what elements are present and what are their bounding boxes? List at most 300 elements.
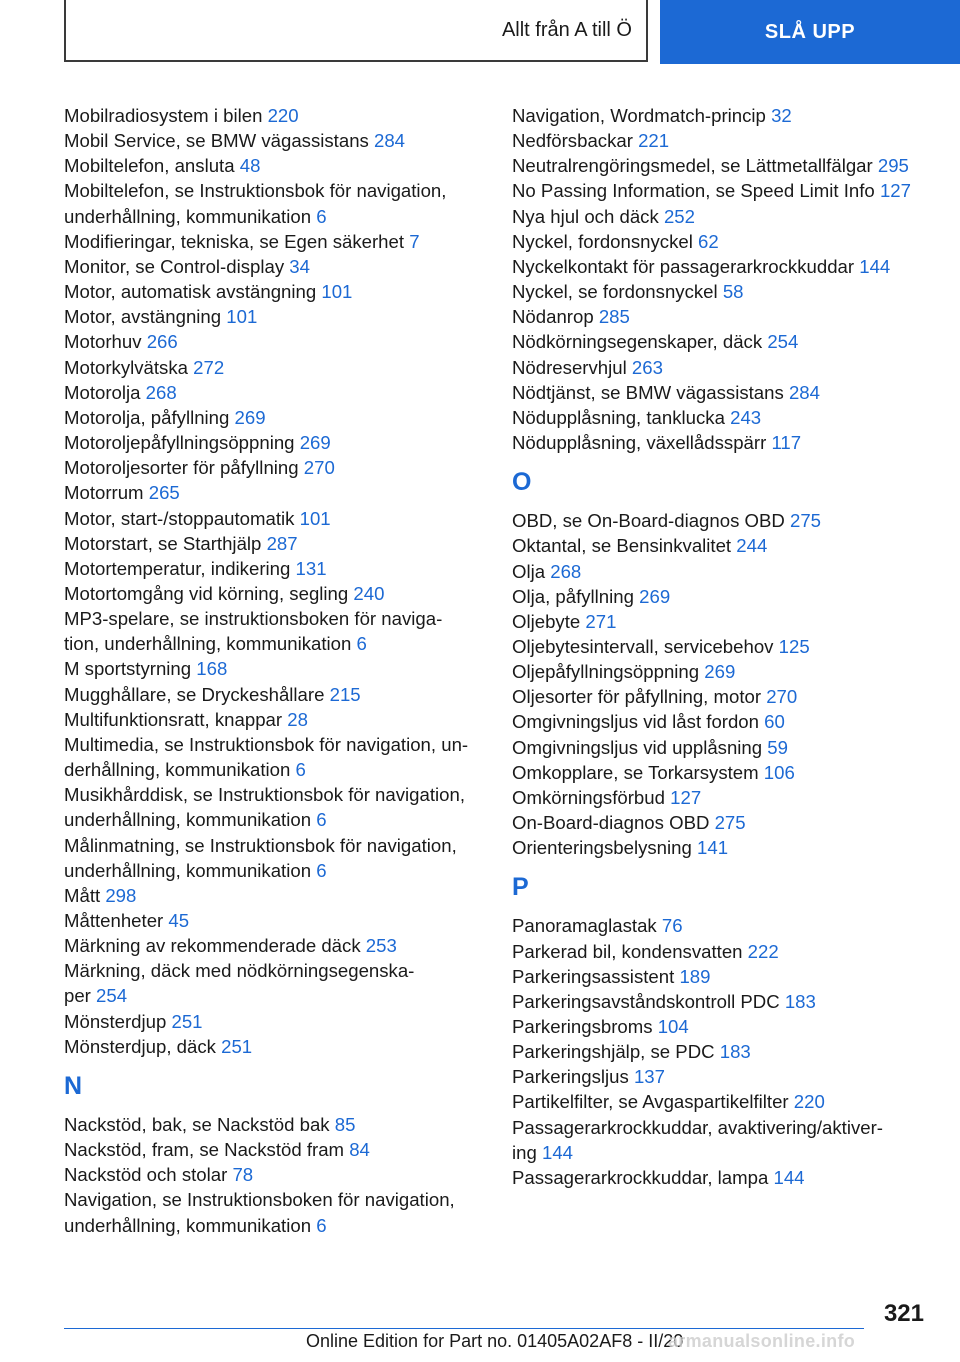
page-reference-link[interactable]: 141 [697, 837, 729, 859]
index-entry-text: Nödreservhjul [512, 356, 627, 378]
index-entry-text: Nödanrop [512, 306, 594, 328]
page-reference-link[interactable]: 28 [287, 708, 308, 730]
index-entry-line [512, 760, 930, 785]
page-reference-link[interactable]: 268 [550, 560, 582, 582]
page-reference-link[interactable]: 298 [105, 884, 137, 906]
index-entry [512, 810, 930, 835]
index-entry-text: Mugghållare, se Dryckeshållare [64, 683, 325, 705]
index-entry-line [512, 1165, 930, 1190]
index-entry-text: underhållning, kommunikation [64, 859, 312, 881]
page-reference-link[interactable]: 221 [638, 130, 670, 152]
index-entry-line [512, 835, 930, 860]
index-entry-line [512, 559, 930, 584]
index-entry-text: Motoroljesorter för påfyllning [64, 457, 299, 479]
index-entry-text: Nyckel, fordonsnyckel [512, 230, 693, 252]
index-entry-text: Motorhuv [64, 331, 142, 353]
index-entry [64, 128, 484, 153]
page-reference-link[interactable]: 127 [670, 786, 702, 808]
page-reference-link[interactable]: 265 [148, 482, 180, 504]
index-entry [512, 760, 930, 785]
index-entry-line [512, 329, 930, 354]
index-entry-text: underhållning, kommunikation [64, 205, 312, 227]
index-entry-line [64, 380, 484, 405]
page-reference-link[interactable]: 270 [766, 686, 798, 708]
index-entry-line [64, 405, 484, 430]
footer-watermark: armanualsonline.info [668, 1331, 856, 1351]
index-entry [64, 1187, 484, 1237]
index-entry-line [64, 455, 484, 480]
index-entry-text: Motor, automatisk avstängning [64, 281, 317, 303]
index-entry [64, 933, 484, 958]
page-reference-link[interactable]: 58 [722, 281, 744, 303]
index-entry-text: underhållning, kommunikation [64, 809, 312, 831]
index-entry [512, 153, 930, 178]
index-entry-text: Oktantal, se Bensinkvalitet [512, 535, 732, 557]
index-entry-text: Motorstart, se Starthjälp [64, 532, 262, 554]
page-reference-link[interactable]: 7 [409, 230, 420, 252]
index-entry [512, 254, 930, 279]
index-entry-line [64, 430, 484, 455]
index-entry-text: Omkopplare, se Torkarsystem [512, 761, 759, 783]
page-reference-link[interactable]: 269 [639, 585, 671, 607]
index-entry-text: Motoroljepåfyllningsöppning [64, 432, 295, 454]
page-reference-link[interactable]: 168 [196, 658, 228, 680]
index-entry-text: ing [512, 1141, 537, 1163]
index-letter-heading: P [512, 873, 529, 902]
index-entry-line [64, 858, 484, 883]
index-entry [64, 782, 484, 832]
index-entry-text: Märkning, däck med nödkörningsegenska‐ [64, 960, 415, 982]
index-entry-text: Oljepåfyllningsöppning [512, 661, 700, 683]
page-reference-link[interactable]: 48 [239, 155, 261, 177]
page-reference-link[interactable]: 189 [679, 965, 711, 987]
page-reference-link[interactable]: 6 [316, 809, 327, 831]
index-entry-line [64, 1187, 484, 1212]
page-reference-link[interactable]: 85 [334, 1113, 356, 1135]
index-entry-text: Nackstöd, bak, se Nackstöd bak [64, 1113, 330, 1135]
index-entry [512, 103, 930, 128]
top-navigation [64, 0, 960, 64]
index-entry [512, 1064, 930, 1089]
index-entry-line [512, 178, 930, 203]
index-entry [512, 939, 930, 964]
index-entry-line [64, 581, 484, 606]
index-entry-line [64, 732, 484, 757]
index-entry-text: Multifunktionsratt, knappar [64, 708, 283, 730]
index-entry-line [512, 1115, 930, 1140]
index-entry-line [64, 329, 484, 354]
index-entry-text: Motor, start-/stoppautomatik [64, 507, 295, 529]
index-entry-line [64, 883, 484, 908]
index-entry-line [64, 606, 484, 631]
index-entry [64, 1162, 484, 1187]
index-entry [512, 1089, 930, 1114]
page-reference-link[interactable]: 272 [193, 356, 225, 378]
page-reference-link[interactable]: 137 [633, 1066, 665, 1088]
index-entry-text: OBD, se On-Board-diagnos OBD [512, 510, 785, 532]
index-entry-text: Oljesorter för påfyllning, motor [512, 686, 762, 708]
index-entry [64, 556, 484, 581]
page-reference-link[interactable]: 6 [316, 859, 327, 881]
index-entry-line [64, 707, 484, 732]
index-entry [64, 581, 484, 606]
index-entry-line [512, 304, 930, 329]
index-entry-line [64, 983, 484, 1008]
page-reference-link[interactable]: 269 [704, 661, 736, 683]
index-entry-line [64, 556, 484, 581]
index-entry [64, 732, 484, 782]
index-entry [64, 455, 484, 480]
index-entry [512, 1165, 930, 1190]
index-entry-text: Motortemperatur, indikering [64, 557, 291, 579]
index-entry-line [64, 933, 484, 958]
index-entry-text: Nödupplåsning, växellådsspärr [512, 432, 767, 454]
index-entry-text: Oljebyte [512, 610, 581, 632]
index-entry-line [64, 631, 484, 656]
page-reference-link[interactable]: 101 [226, 306, 258, 328]
index-entry [64, 329, 484, 354]
page-reference-link[interactable]: 275 [790, 510, 822, 532]
index-entry [64, 254, 484, 279]
index-entry [512, 609, 930, 634]
index-entry-line [512, 785, 930, 810]
page-reference-link[interactable]: 104 [657, 1016, 689, 1037]
index-entry-line [64, 506, 484, 531]
index-entry [512, 559, 930, 584]
index-entry-line [512, 1089, 930, 1114]
index-entry [64, 656, 484, 681]
index-entry-text: Parkerad bil, kondensvatten [512, 940, 743, 962]
index-entry-line [64, 304, 484, 329]
index-entry-text: tion, underhållning, kommunikation [64, 633, 352, 655]
page-reference-link[interactable]: 101 [299, 507, 331, 529]
index-entry-text: Parkeringshjälp, se PDC [512, 1041, 715, 1063]
page-reference-link[interactable]: 76 [661, 915, 683, 937]
page-reference-link[interactable]: 263 [631, 356, 663, 378]
index-entry [512, 178, 930, 203]
index-entry-text: Mobilradiosystem i bilen [64, 105, 263, 126]
page-reference-link[interactable]: 45 [168, 910, 190, 931]
page-reference-link[interactable]: 285 [598, 306, 630, 328]
index-entry [64, 682, 484, 707]
page-reference-link[interactable]: 275 [714, 812, 746, 834]
page-reference-link[interactable]: 125 [778, 635, 810, 657]
index-entry-text: Parkeringsbroms [512, 1016, 653, 1037]
index-entry-text: No Passing Information, se Speed Limit Info [512, 180, 875, 202]
index-entry-line [512, 153, 930, 178]
index-entry-line [64, 833, 484, 858]
index-entry-line [512, 1064, 930, 1089]
index-entry-text: Mönsterdjup [64, 1010, 167, 1032]
index-column-right [512, 103, 930, 1190]
index-entry-line [64, 656, 484, 681]
page-reference-link[interactable]: 271 [585, 610, 617, 632]
index-entry [64, 480, 484, 505]
footer-divider [64, 1328, 864, 1329]
index-entry [512, 659, 930, 684]
index-entry-text: Omgivningsljus vid upplåsning [512, 736, 763, 758]
page-reference-link[interactable]: 34 [289, 255, 310, 277]
index-column-left [64, 103, 484, 1238]
index-entry-text: Omkörningsförbud [512, 786, 665, 808]
index-entry-line [64, 480, 484, 505]
index-entry [64, 380, 484, 405]
page-reference-link[interactable]: 244 [736, 535, 768, 557]
page-reference-link[interactable]: 269 [299, 432, 331, 454]
index-entry [64, 103, 484, 128]
index-entry-text: Partikelfilter, se Avgaspartikelfilter [512, 1091, 789, 1113]
index-entry-text: Motorolja [64, 381, 141, 403]
page-reference-link[interactable]: 270 [303, 457, 335, 479]
index-entry [512, 229, 930, 254]
page-reference-link[interactable]: 6 [316, 1214, 327, 1236]
index-entry-text: Omgivningsljus vid låst fordon [512, 711, 759, 733]
page-reference-link[interactable]: 284 [788, 381, 820, 403]
page-reference-link[interactable]: 220 [267, 105, 299, 126]
index-entry [512, 380, 930, 405]
index-entry [512, 1014, 930, 1039]
page-reference-link[interactable]: 183 [784, 990, 816, 1012]
index-entry-text: Olja, påfyllning [512, 585, 634, 607]
index-entry-text: Nedförsbackar [512, 130, 633, 152]
index-entry-line [64, 153, 484, 178]
index-entry [512, 964, 930, 989]
page-reference-link[interactable]: 84 [349, 1139, 370, 1161]
index-entry-line [512, 279, 930, 304]
page-reference-link[interactable]: 183 [719, 1041, 751, 1063]
index-entry-line [512, 634, 930, 659]
index-entry-line [512, 964, 930, 989]
index-entry-line [512, 1039, 930, 1064]
index-entry [64, 1034, 484, 1059]
index-entry-text: On-Board-diagnos OBD [512, 812, 710, 834]
index-entry-line [512, 380, 930, 405]
index-entry-line [64, 178, 484, 203]
index-entry-text: Nya hjul och däck [512, 205, 659, 227]
index-entry-line [64, 103, 484, 128]
index-entry-line [512, 709, 930, 734]
index-entry [512, 709, 930, 734]
page-reference-link[interactable]: 6 [356, 633, 367, 655]
index-entry [512, 329, 930, 354]
index-entry-line [512, 939, 930, 964]
index-entry-text: Märkning av rekommenderade däck [64, 935, 361, 957]
index-entry [64, 883, 484, 908]
index-entry-line [512, 355, 930, 380]
index-entry-line [512, 229, 930, 254]
page-reference-link[interactable]: 254 [767, 331, 799, 353]
page-reference-link[interactable]: 144 [542, 1141, 574, 1163]
page-reference-link[interactable]: 59 [767, 736, 788, 758]
index-entry-line [64, 757, 484, 782]
index-entry [512, 430, 930, 455]
index-entry-text: Parkeringsljus [512, 1066, 629, 1088]
index-letter-heading: O [512, 468, 532, 497]
page-reference-link[interactable]: 251 [171, 1010, 203, 1032]
index-entry-text: Nödkörningsegenskaper, däck [512, 331, 763, 353]
tab-a-to-z[interactable]: Allt från A till Ö [64, 0, 648, 62]
page-reference-link[interactable]: 144 [859, 255, 891, 277]
page-reference-link[interactable]: 32 [771, 105, 792, 126]
index-entry-text: Oljebytesintervall, servicebehov [512, 635, 774, 657]
index-entry-text: Måttenheter [64, 910, 164, 931]
index-entry-text: Navigation, Wordmatch-princip [512, 105, 766, 126]
index-entry-line [64, 1213, 484, 1238]
index-entry-line [512, 508, 930, 533]
page-reference-link[interactable]: 252 [663, 205, 695, 227]
index-entry-line [512, 430, 930, 455]
index-entry [64, 531, 484, 556]
index-entry-text: Musikhårddisk, se Instruktionsbok för navigation, [64, 784, 465, 806]
index-entry-text: Mobil Service, se BMW vägassistans [64, 130, 369, 152]
index-entry [512, 989, 930, 1014]
index-entry-text: Motorrum [64, 482, 144, 504]
page-reference-link[interactable]: 254 [96, 985, 128, 1007]
page-reference-link[interactable]: 131 [295, 557, 327, 579]
page-reference-link[interactable]: 243 [730, 406, 762, 428]
page-reference-link[interactable]: 127 [879, 180, 911, 202]
page-reference-link[interactable]: 78 [232, 1164, 254, 1186]
index-entry [64, 405, 484, 430]
page-reference-link[interactable]: 266 [146, 331, 178, 353]
page-reference-link[interactable]: 60 [764, 711, 785, 733]
index-entry [64, 908, 484, 933]
index-entry [512, 584, 930, 609]
index-entry-line [512, 1014, 930, 1039]
index-entry-text: Olja [512, 560, 546, 582]
index-entry [64, 506, 484, 531]
index-entry-text: Navigation, se Instruktionsboken för navigation, [64, 1189, 455, 1211]
index-entry-line [512, 684, 930, 709]
index-entry [64, 153, 484, 178]
index-entry [512, 1115, 930, 1165]
page-reference-link[interactable]: 269 [234, 406, 266, 428]
index-entry-text: Mönsterdjup, däck [64, 1035, 216, 1057]
index-entry-text: Passagerarkrockkuddar, avaktivering/aktiver‐ [512, 1116, 884, 1138]
index-entry [512, 355, 930, 380]
index-entry [64, 1009, 484, 1034]
index-entry-text: Målinmatning, se Instruktionsbok för navigation, [64, 834, 457, 856]
index-entry-text: derhållning, kommunikation [64, 759, 291, 781]
index-entry-line [512, 533, 930, 558]
index-entry [64, 707, 484, 732]
index-entry-line [64, 682, 484, 707]
index-entry-text: Modifieringar, tekniska, se Egen säkerhet [64, 230, 405, 252]
index-entry-text: Nyckel, se fordonsnyckel [512, 281, 718, 303]
index-entry-line [512, 103, 930, 128]
index-entry-text: underhållning, kommunikation [64, 1214, 312, 1236]
index-entry [64, 606, 484, 656]
page-reference-link[interactable]: 101 [321, 281, 353, 303]
page-reference-link[interactable]: 62 [698, 230, 719, 252]
index-entry-line [512, 1140, 930, 1165]
index-entry-line [512, 584, 930, 609]
index-entry-line [64, 254, 484, 279]
index-entry [64, 430, 484, 455]
index-entry [512, 835, 930, 860]
page-reference-link[interactable]: 240 [353, 582, 385, 604]
page-reference-link[interactable]: 144 [773, 1166, 805, 1188]
index-entry [512, 304, 930, 329]
index-entry-text: Mobiltelefon, se Instruktionsbok för navigation, [64, 180, 447, 202]
index-entry-line [64, 908, 484, 933]
index-letter-heading: N [64, 1071, 83, 1100]
index-entry-text: Nödtjänst, se BMW vägassistans [512, 381, 784, 403]
page-reference-link[interactable]: 117 [771, 432, 802, 454]
page-reference-link[interactable]: 251 [221, 1035, 253, 1057]
index-entry-text: Motortomgång vid körning, segling [64, 582, 349, 604]
index-entry-line [64, 782, 484, 807]
index-entry-line [64, 1162, 484, 1187]
page-reference-link[interactable]: 287 [266, 532, 298, 554]
index-entry-text: Nödupplåsning, tanklucka [512, 406, 725, 428]
page-reference-link[interactable]: 6 [316, 205, 327, 227]
index-entry-text: Motor, avstängning [64, 306, 222, 328]
page-number: 321 [883, 1300, 924, 1327]
index-entry-text: per [64, 985, 91, 1007]
index-entry-line [64, 128, 484, 153]
index-entry-line [64, 229, 484, 254]
index-entry [512, 1039, 930, 1064]
index-entry [64, 229, 484, 254]
index-entry-text: MP3-spelare, se instruktionsboken för naviga‐ [64, 608, 443, 630]
index-entry-text: Motorolja, påfyllning [64, 406, 230, 428]
page-reference-link[interactable]: 220 [793, 1091, 825, 1113]
index-entry-line [512, 609, 930, 634]
page-reference-link[interactable]: 295 [877, 155, 909, 177]
page-reference-link[interactable]: 268 [145, 381, 177, 403]
index-entry [512, 533, 930, 558]
page-reference-link[interactable]: 215 [329, 683, 361, 705]
index-entry-line [512, 659, 930, 684]
index-entry-line [512, 254, 930, 279]
index-entry-line [512, 989, 930, 1014]
index-entry [512, 634, 930, 659]
index-entry [64, 1112, 484, 1137]
index-entry-line [64, 1137, 484, 1162]
index-entry [512, 735, 930, 760]
page-reference-link[interactable]: 222 [747, 940, 779, 962]
index-entry-line [512, 810, 930, 835]
index-entry [64, 833, 484, 883]
index-entry-line [512, 405, 930, 430]
index-entry-text: Monitor, se Control-display [64, 255, 285, 277]
index-entry-text: Multimedia, se Instruktionsbok för navigation, un‐ [64, 733, 469, 755]
index-entry-text: Neutralrengöringsmedel, se Lättmetallfälgar [512, 155, 873, 177]
index-entry-line [512, 735, 930, 760]
index-entry [512, 508, 930, 533]
index-entry [64, 355, 484, 380]
index-entry [64, 304, 484, 329]
page-reference-link[interactable]: 284 [374, 130, 406, 152]
index-entry-line [512, 913, 930, 938]
index-entry [64, 178, 484, 228]
index-entry [512, 913, 930, 938]
index-entry [512, 279, 930, 304]
index-entry [512, 785, 930, 810]
index-entry-line [64, 279, 484, 304]
page-reference-link[interactable]: 6 [295, 759, 306, 781]
index-entry-text: Nackstöd, fram, se Nackstöd fram [64, 1139, 345, 1161]
index-entry-text: Panoramaglastak [512, 915, 657, 937]
index-entry-line [64, 807, 484, 832]
index-entry-text: Motorkylvätska [64, 356, 188, 378]
page-reference-link[interactable]: 253 [365, 935, 397, 957]
index-entry-line [64, 958, 484, 983]
tab-look-up[interactable]: SLÅ UPP [660, 0, 960, 64]
page-reference-link[interactable]: 106 [763, 761, 795, 783]
index-entry-line [512, 128, 930, 153]
